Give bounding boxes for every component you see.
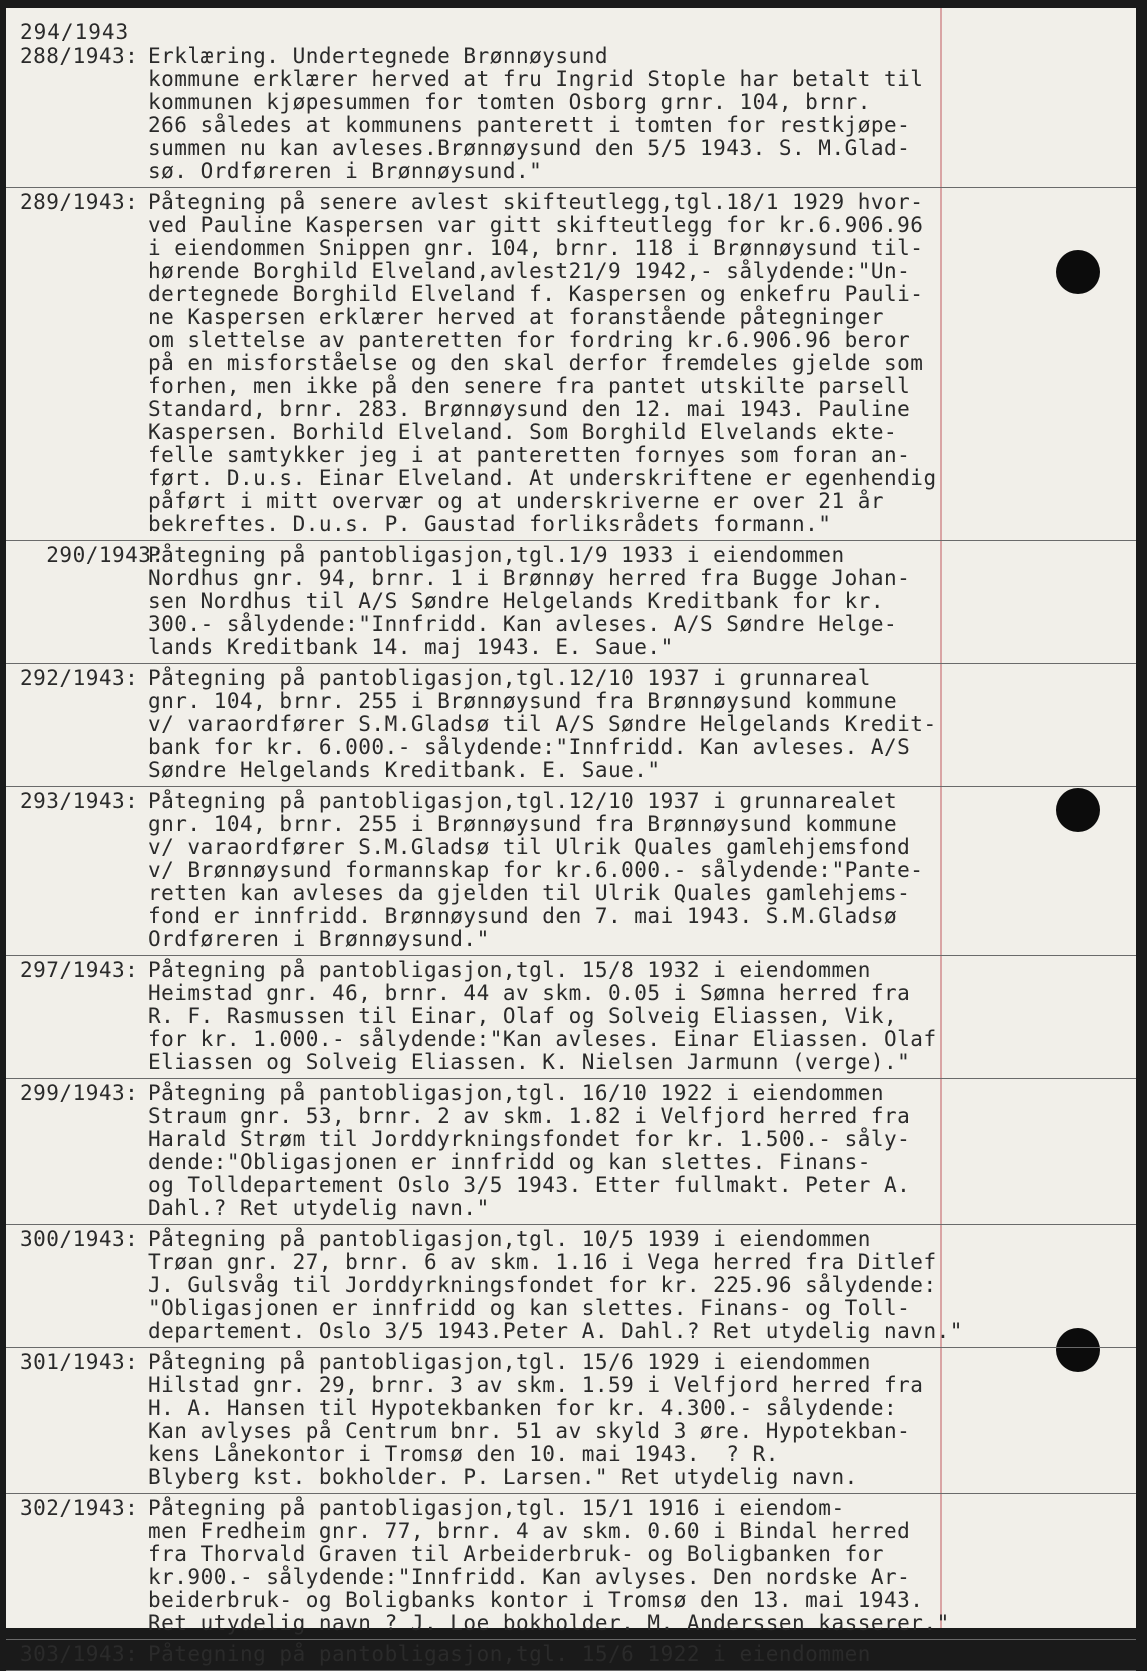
entry-text-line: H. A. Hansen til Hypotekbanken for kr. 4.300.- sålydende: [148, 1396, 898, 1420]
entry-text-line: summen nu kan avleses.Brønnøysund den 5/5 1943. S. M.Glad- [148, 136, 911, 160]
entry-text-line: Eliassen og Solveig Eliassen. K. Nielsen Jarmunn (verge)." [148, 1050, 911, 1074]
entry-text-line: Harald Strøm til Jorddyrkningsfondet for kr. 1.500.- såly- [148, 1127, 911, 1151]
entry-text-line: Påtegning på senere avlest skifteutlegg,tgl.18/1 1929 hvor- [148, 190, 924, 214]
entry-text-line: Straum gnr. 53, brnr. 2 av skm. 1.82 i Velfjord herred fra [148, 1104, 911, 1128]
entry-text-line: Trøan gnr. 27, brnr. 6 av skm. 1.16 i Vega herred fra Ditlef [148, 1250, 937, 1274]
register-entry [6, 664, 1136, 787]
entry-text-line: på en misforståelse og den skal derfor fremdeles gjelde som [148, 351, 924, 375]
entry-text-line: Påtegning på pantobligasjon,tgl.12/10 1937 i grunnareal [148, 666, 871, 690]
entry-number: 292/1943: [20, 666, 139, 690]
entry-text-line: Påtegning på pantobligasjon,tgl.1/9 1933 i eiendommen [148, 543, 845, 567]
register-entry [6, 1494, 1136, 1640]
entry-text-line: Påtegning på pantobligasjon,tgl. 15/1 1916 i eiendom- [148, 1496, 845, 1520]
entry-text-line: Dahl.? Ret utydelig navn." [148, 1196, 490, 1220]
register-entry [6, 1079, 1136, 1225]
register-entry [6, 1640, 1136, 1671]
entry-text-line: J. Gulsvåg til Jorddyrkningsfondet for kr. 225.96 sålydende: [148, 1273, 937, 1297]
entry-text-line: Påtegning på pantobligasjon,tgl.12/10 1937 i grunnarealet [148, 789, 898, 813]
entry-text-line: 300.- sålydende:"Innfridd. Kan avleses. A/S Søndre Helge- [148, 612, 898, 636]
entry-text-line: R. F. Rasmussen til Einar, Olaf og Solveig Eliassen, Vik, [148, 1004, 898, 1028]
entry-text-line: Kaspersen. Borhild Elveland. Som Borghild Elvelands ekte- [148, 420, 898, 444]
entry-text-line: Påtegning på pantobligasjon,tgl. 16/10 1922 i eiendommen [148, 1081, 885, 1105]
entry-text-line: forhen, men ikke på den senere fra pantet utskilte parsell [148, 374, 911, 398]
entry-number: 293/1943: [20, 789, 139, 813]
entry-text-line: Erklæring. Undertegnede Brønnøysund [148, 44, 609, 68]
entry-text-line: Kan avlyses på Centrum bnr. 51 av skyld 3 øre. Hypotekban- [148, 1419, 911, 1443]
entry-text-line: v/ Brønnøysund formannskap for kr.6.000.- sålydende:"Pante- [148, 858, 924, 882]
entry-text-line: kommune erklærer herved at fru Ingrid Stople har betalt til [148, 67, 924, 91]
entry-text-line: sø. Ordføreren i Brønnøysund." [148, 159, 543, 183]
entry-text-line: Påtegning på pantobligasjon,tgl. 15/6 1922 i eiendommen [148, 1642, 871, 1666]
entry-text-line: og Tolldepartement Oslo 3/5 1943. Etter fullmakt. Peter A. [148, 1173, 911, 1197]
entry-text-line: Ret utydelig navn ? J. Loe bokholder. M. Anderssen kasserer." [148, 1611, 950, 1635]
register-entry [6, 956, 1136, 1079]
entry-text-line: ved Pauline Kaspersen var gitt skifteutlegg for kr.6.906.96 [148, 213, 924, 237]
page-number: 294/1943 [20, 20, 130, 44]
entry-text-line: kens Lånekontor i Tromsø den 10. mai 1943. ? R. [148, 1442, 779, 1466]
entry-text-line: dende:"Obligasjonen er innfridd og kan slettes. Finans- [148, 1150, 871, 1174]
entry-text-line: fra Thorvald Graven til Arbeiderbruk- og Boligbanken for [148, 1542, 885, 1566]
entry-text-line: felle samtykker jeg i at panteretten fornyes som foran an- [148, 443, 911, 467]
entry-text-line: dertegnede Borghild Elveland f. Kaspersen og enkefru Pauli- [148, 282, 924, 306]
entry-text-line: v/ varaordfører S.M.Gladsø til A/S Søndre Helgelands Kredit- [148, 712, 937, 736]
entry-number: 299/1943: [20, 1081, 139, 1105]
entry-text-line: Påtegning på pantobligasjon,tgl. 15/6 1929 i eiendommen [148, 1350, 871, 1374]
entry-text-line: for kr. 1.000.- sålydende:"Kan avleses. Einar Eliassen. Olaf [148, 1027, 937, 1051]
entry-text-line: Standard, brnr. 283. Brønnøysund den 12. mai 1943. Pauline [148, 397, 911, 421]
entry-text-line: beiderbruk- og Boligbanks kontor i Tromsø den 13. mai 1943. [148, 1588, 924, 1612]
entry-number: 290/1943: [20, 543, 165, 567]
entry-text-line: ført. D.u.s. Einar Elveland. At underskriftene er egenhendig [148, 466, 937, 490]
entry-text-line: om slettelse av panteretten for fordring kr.6.906.96 beror [148, 328, 911, 352]
entry-text-line: Hilstad gnr. 29, brnr. 3 av skm. 1.59 i Velfjord herred fra [148, 1373, 924, 1397]
entry-text-line: bank for kr. 6.000.- sålydende:"Innfridd. Kan avleses. A/S [148, 735, 911, 759]
entry-text-line: lands Kreditbank 14. maj 1943. E. Saue." [148, 635, 674, 659]
entry-text-line: hørende Borghild Elveland,avlest21/9 1942,- sålydende:"Un- [148, 259, 911, 283]
register-entry [6, 1225, 1136, 1348]
register-entry [6, 42, 1136, 188]
entry-text-line: Påtegning på pantobligasjon,tgl. 10/5 1939 i eiendommen [148, 1227, 871, 1251]
entry-text-line: Nordhus gnr. 94, brnr. 1 i Brønnøy herred fra Bugge Johan- [148, 566, 911, 590]
entry-text-line: gnr. 104, brnr. 255 i Brønnøysund fra Brønnøysund kommune [148, 812, 898, 836]
document-page [6, 8, 1136, 1666]
entry-list [6, 42, 1136, 1671]
entry-number: 303/1943: [20, 1642, 139, 1666]
register-entry [6, 188, 1136, 541]
entry-text-line: Søndre Helgelands Kreditbank. E. Saue." [148, 758, 661, 782]
entry-text-line: Heimstad gnr. 46, brnr. 44 av skm. 0.05 i Sømna herred fra [148, 981, 911, 1005]
entry-number: 300/1943: [20, 1227, 139, 1251]
entry-text-line: ne Kaspersen erklærer herved at foranstående påtegninger [148, 305, 885, 329]
entry-text-line: v/ varaordfører S.M.Gladsø til Ulrik Quales gamlehjemsfond [148, 835, 911, 859]
register-entry [6, 541, 1136, 664]
entry-text-line: Blyberg kst. bokholder. P. Larsen." Ret utydelig navn. [148, 1465, 858, 1489]
entry-text-line: Ordføreren i Brønnøysund." [148, 927, 490, 951]
entry-text-line: retten kan avleses da gjelden til Ulrik Quales gamlehjems- [148, 881, 911, 905]
entry-text-line: påført i mitt overvær og at underskriverne er over 21 år [148, 489, 885, 513]
entry-number: 289/1943: [20, 190, 139, 214]
entry-text-line: i eiendommen Snippen gnr. 104, brnr. 118 i Brønnøysund til- [148, 236, 924, 260]
entry-number: 302/1943: [20, 1496, 139, 1520]
entry-text-line: kr.900.- sålydende:"Innfridd. Kan avlyses. Den nordske Ar- [148, 1565, 911, 1589]
register-entry [6, 1348, 1136, 1494]
entry-number: 301/1943: [20, 1350, 139, 1374]
entry-text-line: fond er innfridd. Brønnøysund den 7. mai 1943. S.M.Gladsø [148, 904, 898, 928]
entry-text-line: "Obligasjonen er innfridd og kan slettes. Finans- og Toll- [148, 1296, 911, 1320]
entry-text-line: Påtegning på pantobligasjon,tgl. 15/8 1932 i eiendommen [148, 958, 871, 982]
register-entry [6, 787, 1136, 956]
entry-text-line: departement. Oslo 3/5 1943.Peter A. Dahl.? Ret utydelig navn." [148, 1319, 963, 1343]
entry-text-line: gnr. 104, brnr. 255 i Brønnøysund fra Brønnøysund kommune [148, 689, 898, 713]
entry-text-line: men Fredheim gnr. 77, brnr. 4 av skm. 0.60 i Bindal herred [148, 1519, 911, 1543]
entry-text-line: 266 således at kommunens panterett i tomten for restkjøpe- [148, 113, 911, 137]
entry-number: 297/1943: [20, 958, 139, 982]
entry-text-line: bekreftes. D.u.s. P. Gaustad forliksrådets formann." [148, 512, 832, 536]
entry-number: 288/1943: [20, 44, 139, 68]
entry-text-line: kommunen kjøpesummen for tomten Osborg grnr. 104, brnr. [148, 90, 871, 114]
entry-text-line: sen Nordhus til A/S Søndre Helgelands Kreditbank for kr. [148, 589, 885, 613]
